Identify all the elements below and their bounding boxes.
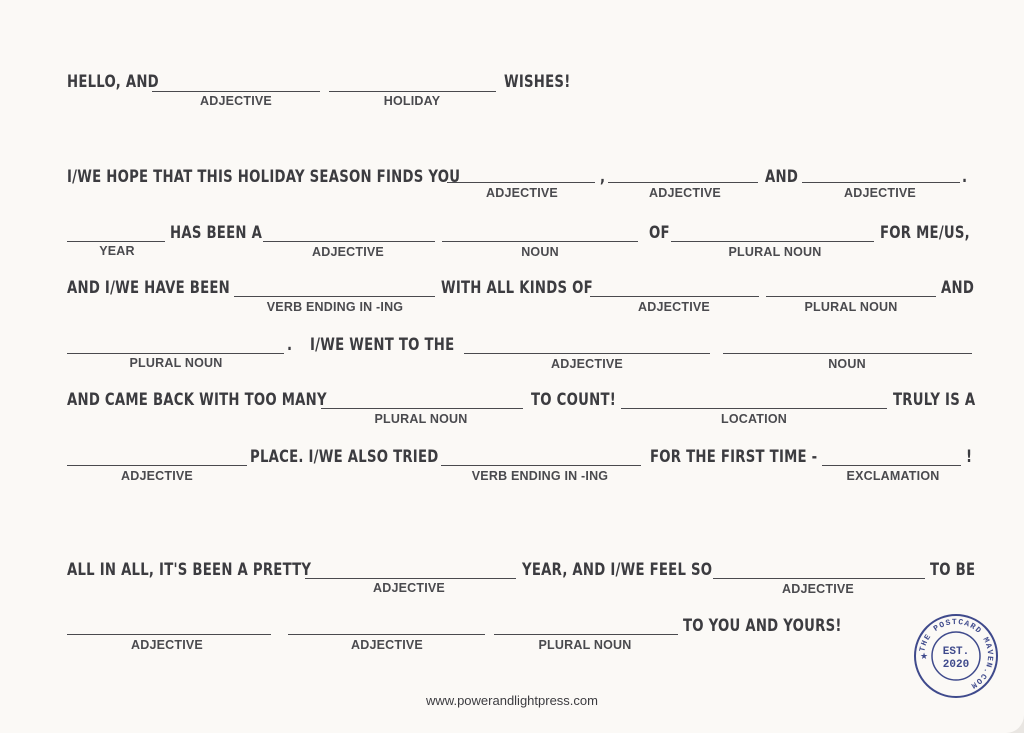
- blank-label: ADJECTIVE: [486, 186, 558, 200]
- blank-label: YEAR: [99, 244, 135, 258]
- blank-line[interactable]: [621, 408, 887, 409]
- blank-line[interactable]: [766, 296, 936, 297]
- blank-label: HOLIDAY: [383, 94, 441, 108]
- story-text: WITH ALL KINDS OF: [441, 278, 593, 298]
- blank-label: PLURAL NOUN: [374, 412, 468, 426]
- blank-line[interactable]: [67, 634, 271, 635]
- blank-line[interactable]: [329, 91, 496, 92]
- story-text: AND I/WE HAVE BEEN: [67, 278, 230, 298]
- story-text: ALL IN ALL, IT'S BEEN A PRETTY: [67, 560, 312, 580]
- story-text: TO COUNT!: [531, 390, 617, 410]
- story-text: .: [962, 167, 968, 187]
- blank-line[interactable]: [671, 241, 874, 242]
- story-text: .: [287, 335, 293, 355]
- blank-label: PLURAL NOUN: [538, 638, 632, 652]
- blank-label: NOUN: [828, 357, 866, 371]
- stamp-ring-text: THE POSTCARD MAVEN.COM: [918, 617, 995, 691]
- blank-line[interactable]: [723, 353, 972, 354]
- blank-label: ADJECTIVE: [551, 357, 623, 371]
- blank-label: ADJECTIVE: [782, 582, 854, 596]
- blank-line[interactable]: [305, 578, 516, 579]
- blank-label: EXCLAMATION: [846, 469, 940, 483]
- story-text: FOR ME/US,: [880, 223, 970, 243]
- blank-label: VERB ENDING IN -ING: [266, 300, 404, 314]
- blank-line[interactable]: [802, 182, 960, 183]
- blank-label: LOCATION: [721, 412, 787, 426]
- blank-line[interactable]: [67, 353, 284, 354]
- blank-label: PLURAL NOUN: [129, 356, 223, 370]
- blank-label: ADJECTIVE: [844, 186, 916, 200]
- blank-label: NOUN: [521, 245, 559, 259]
- blank-label: ADJECTIVE: [638, 300, 710, 314]
- stamp-est: EST.: [942, 646, 970, 658]
- blank-line[interactable]: [447, 182, 595, 183]
- blank-label: ADJECTIVE: [312, 245, 384, 259]
- blank-line[interactable]: [464, 353, 710, 354]
- blank-line[interactable]: [608, 182, 758, 183]
- blank-line[interactable]: [321, 408, 523, 409]
- story-text: HAS BEEN A: [170, 223, 263, 243]
- blank-label: ADJECTIVE: [373, 581, 445, 595]
- blank-line[interactable]: [67, 241, 165, 242]
- blank-line[interactable]: [67, 465, 247, 466]
- blank-line[interactable]: [494, 634, 678, 635]
- blank-label: PLURAL NOUN: [804, 300, 898, 314]
- blank-line[interactable]: [441, 465, 641, 466]
- blank-line[interactable]: [288, 634, 485, 635]
- blank-label: VERB ENDING IN -ING: [471, 469, 609, 483]
- story-text: TRULY IS A: [893, 390, 976, 410]
- blank-label: ADJECTIVE: [200, 94, 272, 108]
- story-text: I/WE WENT TO THE: [310, 335, 455, 355]
- stamp-year: 2020: [942, 659, 970, 671]
- story-text: AND: [941, 278, 975, 298]
- blank-label: ADJECTIVE: [649, 186, 721, 200]
- blank-line[interactable]: [713, 578, 925, 579]
- story-text: ,: [600, 167, 606, 187]
- blank-label: ADJECTIVE: [121, 469, 193, 483]
- blank-line[interactable]: [442, 241, 638, 242]
- story-text: I/WE HOPE THAT THIS HOLIDAY SEASON FINDS YOU: [67, 167, 461, 187]
- story-text: HELLO, AND: [67, 72, 159, 92]
- blank-line[interactable]: [152, 91, 320, 92]
- story-text: PLACE. I/WE ALSO TRIED: [250, 447, 439, 467]
- story-text: WISHES!: [504, 72, 571, 92]
- postcard-maven-stamp: [912, 612, 1000, 700]
- blank-line[interactable]: [263, 241, 435, 242]
- website-url: www.powerandlightpress.com: [426, 693, 598, 708]
- story-text: TO YOU AND YOURS!: [683, 616, 842, 636]
- blank-line[interactable]: [822, 465, 961, 466]
- story-text: !: [966, 447, 973, 467]
- blank-line[interactable]: [590, 296, 759, 297]
- story-text: FOR THE FIRST TIME -: [650, 447, 818, 467]
- story-text: OF: [649, 223, 670, 243]
- blank-line[interactable]: [234, 296, 435, 297]
- story-text: YEAR, AND I/WE FEEL SO: [522, 560, 713, 580]
- story-text: TO BE: [930, 560, 976, 580]
- blank-label: ADJECTIVE: [351, 638, 423, 652]
- star-icon: ★: [920, 651, 929, 661]
- blank-label: PLURAL NOUN: [728, 245, 822, 259]
- story-text: AND CAME BACK WITH TOO MANY: [67, 390, 327, 410]
- blank-label: ADJECTIVE: [131, 638, 203, 652]
- story-text: AND: [765, 167, 799, 187]
